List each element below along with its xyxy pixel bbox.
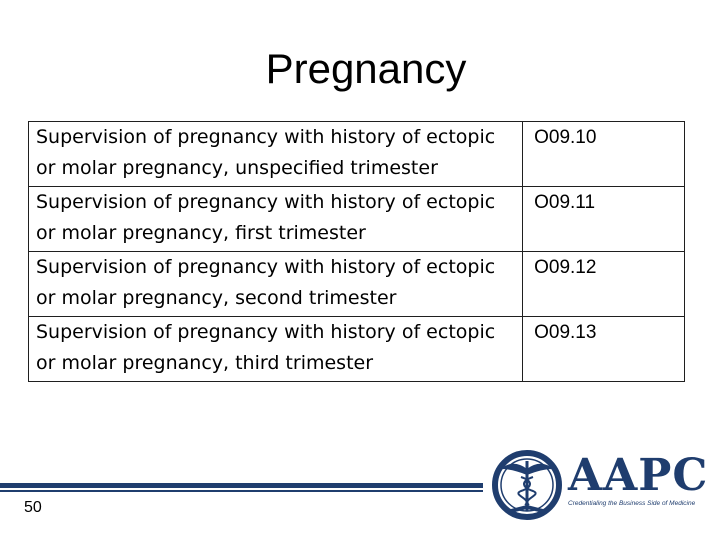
description-line: Supervision of pregnancy with history of ectopic xyxy=(36,191,496,213)
icd-code: O09.11 xyxy=(534,192,596,213)
description-line: or molar pregnancy, third trimester xyxy=(36,352,374,374)
footer-rule-thin xyxy=(0,490,483,492)
description-line: or molar pregnancy, second trimester xyxy=(36,287,397,309)
code-cell xyxy=(523,122,685,187)
footer-rule xyxy=(0,483,483,493)
description-line: Supervision of pregnancy with history of ectopic xyxy=(36,256,496,278)
footer-rule-thick xyxy=(0,483,483,488)
code-cell xyxy=(523,187,685,252)
slide-title: Pregnancy xyxy=(265,45,467,92)
icd-code: O09.12 xyxy=(534,257,597,278)
table-row xyxy=(29,317,685,382)
description-cell xyxy=(29,317,523,382)
logo-wordmark: AAPC xyxy=(568,450,709,501)
description-cell xyxy=(29,252,523,317)
description-line: or molar pregnancy, unspecified trimester xyxy=(36,157,438,179)
description-cell xyxy=(29,187,523,252)
page-number: 50 xyxy=(24,499,42,516)
logo-tagline: Credentialing the Business Side of Medicine xyxy=(568,500,696,507)
codes-table xyxy=(28,121,685,382)
description-line: or molar pregnancy, first trimester xyxy=(36,222,366,244)
table-row xyxy=(29,252,685,317)
code-cell xyxy=(523,252,685,317)
code-cell xyxy=(523,317,685,382)
table-row xyxy=(29,187,685,252)
description-cell xyxy=(29,122,523,187)
icd-code: O09.10 xyxy=(534,127,597,148)
icd-code: O09.13 xyxy=(534,322,597,343)
table-row xyxy=(29,122,685,187)
description-line: Supervision of pregnancy with history of ectopic xyxy=(36,126,496,148)
description-line: Supervision of pregnancy with history of ectopic xyxy=(36,321,496,343)
